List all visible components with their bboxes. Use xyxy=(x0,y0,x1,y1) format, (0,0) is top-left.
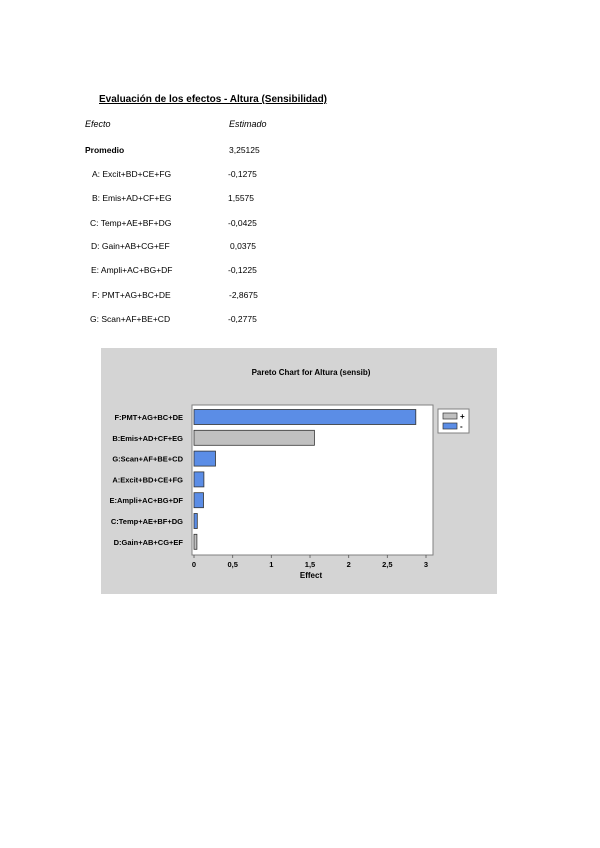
bar xyxy=(194,514,197,529)
estimate-value: 3,25125 xyxy=(229,145,260,155)
effect-label: F: PMT+AG+BC+DE xyxy=(92,290,171,300)
category-label: G:Scan+AF+BE+CD xyxy=(112,454,183,464)
legend-label: - xyxy=(460,422,463,431)
category-label: B:Emis+AD+CF+EG xyxy=(112,433,183,443)
x-tick-label: 3 xyxy=(423,560,429,569)
category-label: C:Temp+AE+BF+DG xyxy=(110,517,183,526)
category-label: A:Excit+BD+CE+FG xyxy=(112,475,183,485)
effect-label: D: Gain+AB+CG+EF xyxy=(91,241,170,251)
effect-label: Promedio xyxy=(85,145,125,155)
estimate-value: -0,1225 xyxy=(228,265,257,275)
estimate-value: -0,0425 xyxy=(228,218,257,228)
estimate-column-header: Estimado xyxy=(229,119,267,129)
x-axis-ticks xyxy=(192,555,428,569)
effect-column-header: Efecto xyxy=(85,119,111,129)
x-tick-label: 1,5 xyxy=(304,560,316,569)
category-label: D:Gain+AB+CG+EF xyxy=(113,537,183,547)
pareto-chart xyxy=(101,348,497,594)
category-labels xyxy=(109,413,183,547)
chart-title: Pareto Chart for Altura (sensib) xyxy=(251,368,371,377)
x-tick-label: 0,5 xyxy=(227,560,238,569)
legend-swatch xyxy=(443,423,457,429)
estimate-value: 0,0375 xyxy=(230,241,256,251)
x-tick-label: 0 xyxy=(191,560,197,569)
effect-label: C: Temp+AE+BF+DG xyxy=(90,218,172,228)
pareto-chart-svg xyxy=(101,348,497,594)
document-title: Evaluación de los efectos - Altura (Sensibilidad) xyxy=(99,94,328,105)
effect-label: G: Scan+AF+BE+CD xyxy=(90,314,171,324)
x-axis-title: Effect xyxy=(299,571,323,580)
effect-label: A: Excit+BD+CE+FG xyxy=(92,169,172,179)
effect-label: B: Emis+AD+CF+EG xyxy=(92,193,172,203)
x-tick-label: 1 xyxy=(269,560,274,569)
bar xyxy=(194,430,314,445)
bar xyxy=(194,451,216,466)
legend xyxy=(438,409,469,433)
estimate-value: -0,1275 xyxy=(228,169,257,179)
legend-label: + xyxy=(460,412,465,421)
bar xyxy=(194,472,204,487)
estimate-value: -0,2775 xyxy=(228,314,257,324)
x-tick-label: 2 xyxy=(346,560,351,569)
bar xyxy=(194,534,197,549)
effect-label: E: Ampli+AC+BG+DF xyxy=(91,265,173,275)
bar xyxy=(194,410,416,425)
category-label: E:Ampli+AC+BG+DF xyxy=(109,496,183,506)
legend-swatch xyxy=(443,413,457,419)
bar xyxy=(194,493,204,508)
estimate-value: 1,5575 xyxy=(228,193,254,203)
x-tick-label: 2,5 xyxy=(382,560,393,569)
category-label: F:PMT+AG+BC+DE xyxy=(114,413,183,422)
plot-area xyxy=(192,405,433,555)
estimate-value: -2,8675 xyxy=(229,290,258,300)
